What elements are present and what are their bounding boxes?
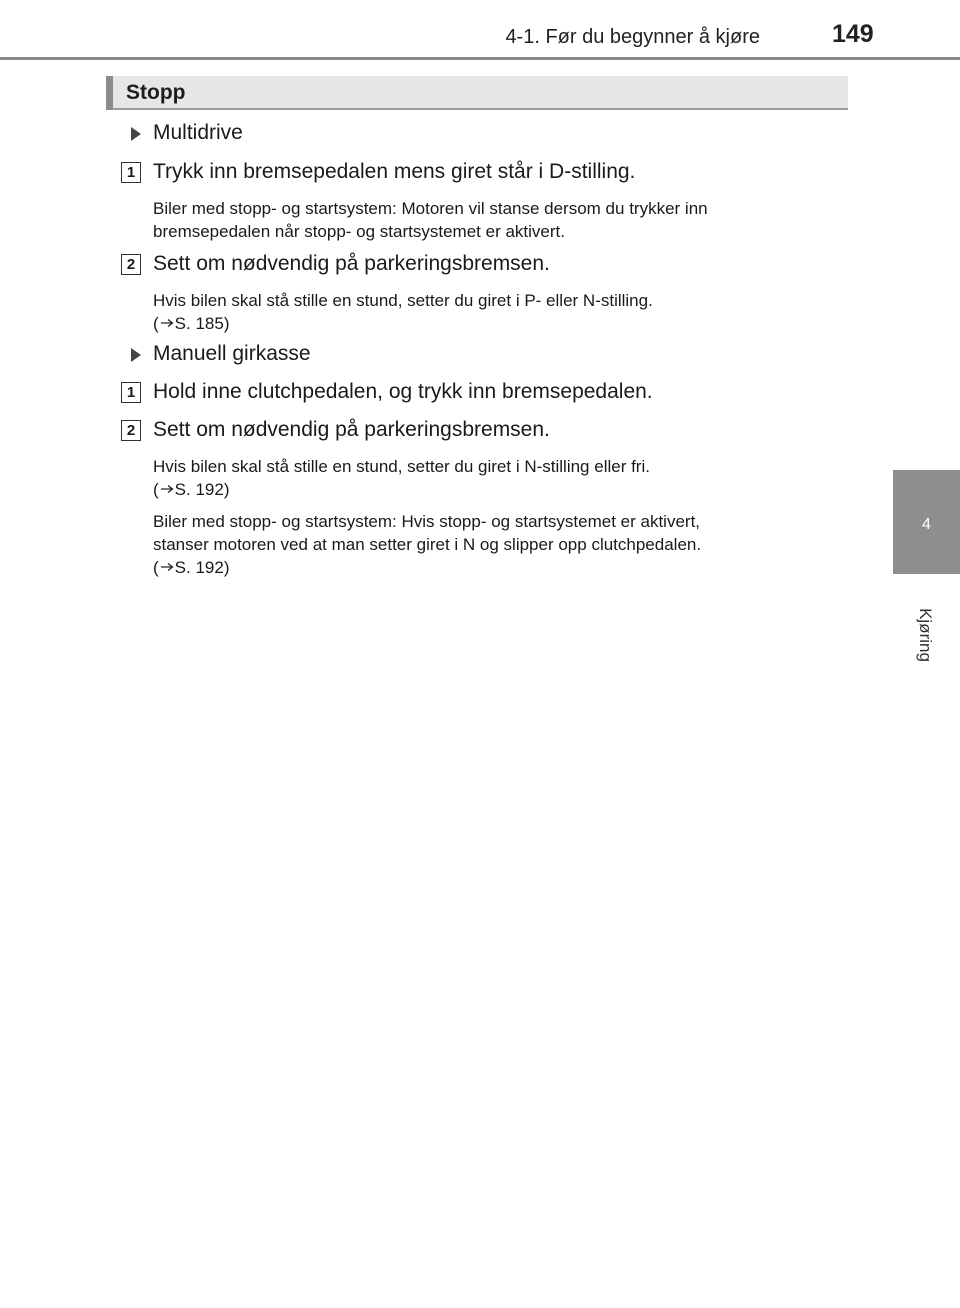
step-note: [153, 197, 843, 243]
step-text: Hold inne clutchpedalen, og trykk inn bremsepedalen.: [153, 380, 653, 403]
reference-paren: (: [153, 480, 159, 499]
subheading-manual-gearbox: Manuell girkasse: [153, 342, 311, 365]
page-reference[interactable]: [153, 556, 843, 579]
step-number-badge: 1: [121, 162, 141, 183]
arrow-right-icon: [161, 318, 174, 328]
arrow-right-icon: [161, 484, 174, 494]
page-reference[interactable]: [153, 478, 843, 501]
step-text: Trykk inn bremsepedalen mens giret står i D-stilling.: [153, 160, 636, 183]
step-text: Sett om nødvendig på parkeringsbremsen.: [153, 418, 550, 441]
reference-paren: (: [153, 558, 159, 577]
note-line: bremsepedalen når stopp- og startsystemet er aktivert.: [153, 222, 565, 241]
note-line: Biler med stopp- og startsystem: Motoren vil stanse dersom du trykker inn: [153, 199, 708, 218]
step-text: Sett om nødvendig på parkeringsbremsen.: [153, 252, 550, 275]
running-head: 4-1. Før du begynner å kjøre: [505, 26, 760, 48]
step-number-badge: 1: [121, 382, 141, 403]
note-line: Biler med stopp- og startsystem: Hvis stopp- og startsystemet er aktivert,: [153, 512, 701, 531]
note-line: Hvis bilen skal stå stille en stund, setter du giret i N-stilling eller fri.: [153, 457, 650, 476]
step-note: [153, 455, 843, 501]
step-number-badge: 2: [121, 254, 141, 275]
page-reference[interactable]: [153, 312, 843, 335]
subheading-multidrive: Multidrive: [153, 121, 243, 144]
page-number: 149: [832, 20, 874, 48]
chapter-tab-label: [910, 608, 940, 662]
triangle-right-icon: [131, 348, 141, 362]
step-note: [153, 510, 843, 579]
header-divider: [0, 57, 960, 60]
note-line: stanser motoren ved at man setter giret i N og slipper opp clutchpedalen.: [153, 535, 702, 554]
chapter-tab-number: 4: [922, 516, 931, 533]
step-number-badge: 2: [121, 420, 141, 441]
reference-text: S. 185): [174, 314, 230, 333]
triangle-right-icon: [131, 127, 141, 141]
reference-text: S. 192): [174, 558, 230, 577]
step-note: [153, 289, 843, 335]
section-heading-bar: [106, 76, 848, 110]
section-title: Stopp: [126, 81, 186, 104]
arrow-right-icon: [161, 562, 174, 572]
note-line: Hvis bilen skal stå stille en stund, setter du giret i P- eller N-stilling.: [153, 291, 653, 310]
section-heading-accent: [106, 76, 113, 110]
chapter-tab-label-text: Kjøring: [916, 608, 935, 662]
reference-paren: (: [153, 314, 159, 333]
reference-text: S. 192): [174, 480, 230, 499]
